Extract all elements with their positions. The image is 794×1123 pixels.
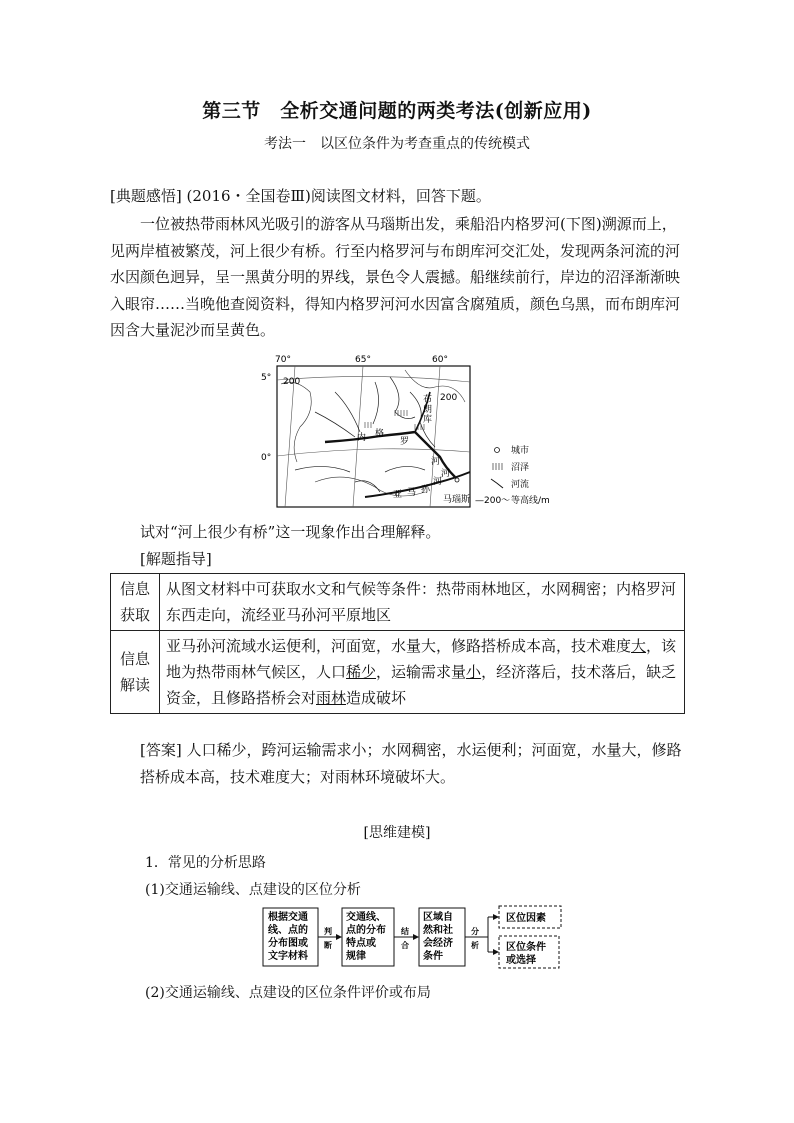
marsh-area <box>365 410 424 430</box>
model-heading: [思维建模] <box>363 825 431 841</box>
legend-marsh: 沼泽 <box>511 463 530 473</box>
subsection-2: (2)交通运输线、点建设的区位条件评价或布局 <box>145 985 431 1001</box>
map-label: 朗 <box>423 405 433 415</box>
intro-label: [典题感悟] <box>110 187 182 205</box>
map-label: 马 <box>407 488 417 498</box>
row-body-info-read <box>160 631 685 714</box>
contour-icon: —200～ <box>475 496 511 506</box>
guide-table <box>110 573 685 714</box>
intro-source: (2016・全国卷Ⅲ)阅读图文材料，回答下题。 <box>186 187 491 205</box>
flow-out-selection-1: 区位条件 <box>506 942 546 953</box>
underlined-segment: 小 <box>466 663 482 681</box>
text-segment: 造成破坏 <box>346 689 407 707</box>
map-label: 内 <box>357 433 367 443</box>
flow-arrow-judge <box>324 926 332 950</box>
underlined-segment: 大 <box>631 637 647 655</box>
svg-text:条件: 条件 <box>423 951 443 962</box>
svg-text:点的分布: 点的分布 <box>346 925 386 936</box>
section-subtitle: 考法一 以区位条件为考查重点的传统模式 <box>264 136 530 152</box>
map-label: 河 <box>431 457 441 467</box>
svg-text:规律: 规律 <box>346 951 366 962</box>
flow-box-features-text <box>345 910 386 962</box>
intro-line <box>110 183 690 210</box>
amazon-map <box>255 352 565 517</box>
flow-out-factors: 区位因素 <box>506 913 546 924</box>
map-label: 库 <box>423 415 433 425</box>
lon-label-65: 65° <box>355 355 371 365</box>
answer-block <box>140 737 690 790</box>
table-row <box>111 574 685 631</box>
city-icon <box>495 448 500 453</box>
svg-text:断: 断 <box>324 940 332 950</box>
row-head-info-read: 信息 解读 <box>111 631 160 714</box>
map-label: 河 <box>433 477 443 487</box>
legend-contour: 等高线/m <box>511 496 550 506</box>
legend-river: 河流 <box>511 480 530 490</box>
table-row <box>111 631 685 714</box>
flow-arrow-combine <box>401 926 409 950</box>
svg-text:会经济: 会经济 <box>423 938 453 949</box>
text-segment: 亚马孙河流域水运便利，河面宽，水量大，修路搭桥成本高，技术难度 <box>166 637 632 655</box>
svg-text:根据交通: 根据交通 <box>268 912 308 923</box>
svg-text:分: 分 <box>471 926 479 936</box>
text-segment: ，运输需求量 <box>376 663 467 681</box>
manaus-city-icon <box>455 478 459 482</box>
marsh-icon <box>493 463 502 470</box>
river-icon <box>491 479 503 488</box>
answer-label: [答案] <box>140 741 182 759</box>
text-segment: ，该地为热带雨林气候区，人口 <box>166 637 677 681</box>
subsection-1: (1)交通运输线、点建设的区位分析 <box>145 882 361 898</box>
flow-arrow-analyze <box>470 926 479 950</box>
svg-text:然和社: 然和社 <box>423 925 453 936</box>
svg-text:合: 合 <box>401 940 409 950</box>
analysis-flowchart <box>262 904 568 970</box>
lat-label-5: 5° <box>261 373 272 383</box>
page-title: 第三节 全析交通问题的两类考法(创新应用) <box>202 100 592 122</box>
svg-text:线、点的: 线、点的 <box>268 925 308 936</box>
flow-box-source-text <box>268 910 308 962</box>
svg-text:特点或: 特点或 <box>346 938 376 949</box>
lon-label-70: 70° <box>275 355 291 365</box>
material-paragraph: 一位被热带雨林风光吸引的游客从马瑙斯出发，乘船沿内格罗河(下图)溯源而上，见两岸植被繁茂，河上很少有桥。行至内格罗河与布朗库河交汇处，发现两条河流的河水因颜色迥异，呈一黑黄分明的界线，景色令人震撼。船继续前行，岸边的沼泽渐渐映入眼帘……当晚他查阅资料，得知内格罗河河水因富含腐殖质，颜色乌黑，而布朗库河因含大量泥沙而呈黄色。 <box>110 215 681 339</box>
lat-label-0: 0° <box>261 453 272 463</box>
contour-value: 200 <box>440 393 458 403</box>
flow-box-conditions-text <box>423 910 453 962</box>
map-label: 河 <box>441 469 451 479</box>
lon-label-60: 60° <box>432 355 448 365</box>
text-segment: ，经济落后，技术落后，缺乏资金，且修路搭桥会对 <box>166 663 677 707</box>
svg-text:交通线、: 交通线、 <box>346 912 386 923</box>
map-label: 孙 <box>421 485 431 495</box>
map-label: 亚 <box>393 490 403 500</box>
svg-text:分布图或: 分布图或 <box>268 938 308 949</box>
map-label: 布 <box>423 395 433 405</box>
map-legend <box>475 444 550 506</box>
svg-text:判: 判 <box>324 926 332 936</box>
map-label: 罗 <box>400 437 410 447</box>
guide-label: [解题指导] <box>140 550 212 568</box>
svg-text:区域自: 区域自 <box>423 912 453 923</box>
svg-text:文字材料: 文字材料 <box>268 951 308 962</box>
answer-text: 人口稀少，跨河运输需求小；水网稠密，水运便利；河面宽，水量大，修路搭桥成本高，技术难度大；对雨林环境破坏大。 <box>140 741 682 786</box>
flow-out-selection-2: 或选择 <box>506 955 536 966</box>
question: 试对“河上很少有桥”这一现象作出合理解释。 <box>140 523 441 541</box>
underlined-segment: 雨林 <box>316 689 347 707</box>
row-head-info-get: 信息 获取 <box>111 574 160 631</box>
underlined-segment: 稀少 <box>346 663 377 681</box>
manaus-label: 马瑙斯 <box>443 495 471 505</box>
section-1-heading: 1．常见的分析思路 <box>145 855 266 871</box>
legend-city: 城市 <box>511 446 530 456</box>
contour-value: 200 <box>283 377 301 387</box>
row-body-info-get: 从图文材料中可获取水文和气候等条件：热带雨林地区，水网稠密；内格罗河东西走向，流经亚马孙河平原地区 <box>160 574 685 631</box>
svg-text:结: 结 <box>401 926 409 936</box>
svg-text:析: 析 <box>471 940 479 950</box>
map-label: 格 <box>375 429 385 439</box>
